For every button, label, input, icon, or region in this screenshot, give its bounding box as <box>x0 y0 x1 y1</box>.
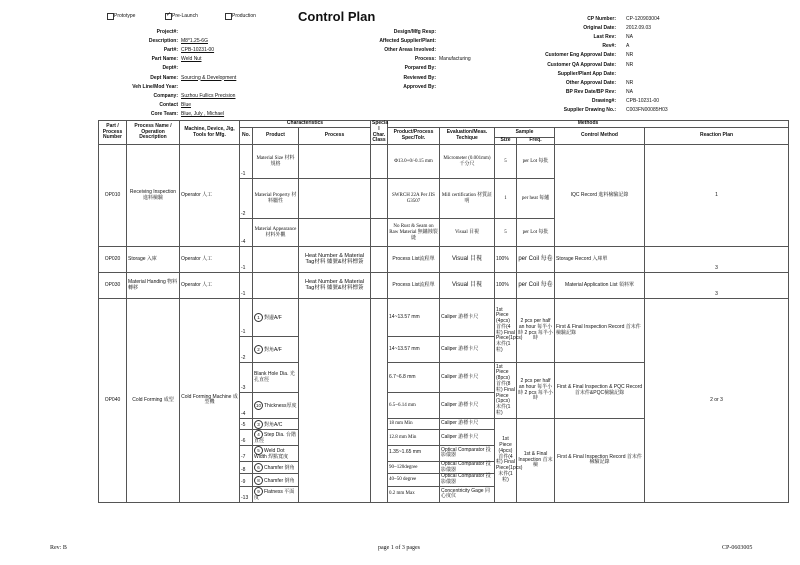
field-value: NR <box>626 79 634 86</box>
evaluation-technique: Caliper 游標卡尺 <box>440 430 495 446</box>
field-label: Drawing#: <box>591 97 616 104</box>
field-value: Sourcing & Development <box>181 74 237 81</box>
char-number: -1 <box>240 299 253 337</box>
char-number: -9 <box>240 474 253 487</box>
balloon-number: 10 <box>255 403 261 409</box>
product-characteristic <box>253 299 299 337</box>
field-label: BP Rev Date/BP Rev: <box>565 88 616 95</box>
char-number: -4 <box>240 393 253 419</box>
field-label: Project#: <box>156 29 178 35</box>
header-sample: Sample <box>495 128 555 138</box>
special-class <box>371 299 388 503</box>
field-value: NA <box>626 34 633 41</box>
spec-tolerance: 12.8 mm Min <box>388 430 440 446</box>
sample-size: 1 <box>495 179 517 219</box>
sample-size-group-2: 1st Piece (8pcs) 首件(8粒) Final Piece (1pcs) 末件(1粒) <box>495 363 517 419</box>
sample-size-group-3: 1st Piece (4pcs) 首件(4粒) Final Piece(1pcs) 末件(1粒) <box>495 419 517 503</box>
op020-name: Storage 入庫 <box>127 247 180 273</box>
op010-number: OP010 <box>99 145 127 247</box>
op010-machine: Operator 人工 <box>180 145 240 247</box>
op040-reaction-plan: 2 or 3 <box>645 299 789 503</box>
table-row <box>99 273 789 299</box>
field-value: Manufacturing <box>439 56 471 63</box>
op030-control-method: Material Application List 領料單 <box>555 273 645 299</box>
op030-number: OP030 <box>99 273 127 299</box>
prelaunch-checkbox[interactable]: ✓ <box>166 12 172 18</box>
control-method-group-3: First & Final Inspection Record 首末件檢驗記錄 <box>555 419 645 503</box>
spec-tolerance: 90~120degree <box>388 461 440 474</box>
evaluation-technique: Mill certification 材質証明 <box>440 179 495 219</box>
spec-tolerance: 6.5~6.14 mm <box>388 393 440 419</box>
spec-tolerance: 0.2 mm Max <box>388 486 440 502</box>
evaluation-technique: Visual 目視 <box>440 219 495 247</box>
char-number: -2 <box>240 337 253 363</box>
sample-freq: per Lot 每批 <box>517 219 555 247</box>
field-value: Weld Nut <box>181 56 202 63</box>
footer-page-number: page 1 of 3 pages <box>378 545 420 551</box>
product-characteristic: Material Size 材料規格 <box>253 145 299 179</box>
field-value: M8*1.25-6G <box>181 38 208 45</box>
field-value: 2012.09.03 <box>626 25 652 32</box>
product-text: Step Dia. 台階直徑 <box>254 432 296 445</box>
char-number: -1 <box>240 145 253 179</box>
evaluation-technique: Caliper 游標卡尺 <box>440 419 495 430</box>
op020-machine: Operator 人工 <box>180 247 240 273</box>
sample-size: 100% <box>495 247 517 273</box>
header-reaction-plan: Reaction Plan <box>645 128 789 145</box>
table-row <box>99 299 789 337</box>
char-number: -5 <box>240 419 253 430</box>
prototype-label: Prototype <box>114 13 136 19</box>
field-label: Original Date: <box>583 25 616 32</box>
process-characteristic <box>299 219 371 247</box>
prelaunch-label: Pre-Launch <box>172 13 198 19</box>
header-special-char: Specia l Char. Class <box>372 120 389 144</box>
spec-tolerance: Process List流程單 <box>388 247 440 273</box>
header-control-method: Control Method <box>555 128 645 145</box>
char-number: -13 <box>240 486 253 502</box>
header-size: Size <box>495 138 517 145</box>
production-label: Production <box>232 13 256 19</box>
field-value: C003FN00085H03 <box>626 107 668 113</box>
control-method-group-1: First & Final Inspection Record 首末件檢驗記錄 <box>555 299 645 363</box>
product-characteristic <box>253 430 299 446</box>
evaluation-technique: Optical Comparator 投影儀器 <box>440 461 495 474</box>
op030-machine: Operator 人工 <box>180 273 240 299</box>
product-characteristic <box>253 393 299 419</box>
product-characteristic <box>253 247 299 273</box>
field-value: Blue, July , Michael <box>181 110 225 117</box>
field-label: Other Approval Date: <box>565 79 616 86</box>
balloon-number: 1 <box>254 313 263 322</box>
field-label: Other Areas Involved: <box>384 47 436 54</box>
field-value: CP-120903004 <box>626 16 660 22</box>
header-no: No. <box>240 128 253 145</box>
sample-size-group-1: 1st Piece (4pcs) 首件(4粒) Final Piece(1pcs) 末件(1粒) <box>495 299 517 363</box>
header-part-number: Part / Process Number <box>99 121 127 145</box>
product-text: 對角A/F <box>264 347 282 354</box>
footer-revision: Rev: B <box>50 545 67 551</box>
product-characteristic <box>253 419 299 430</box>
product-text: Chamfer 倒角 <box>264 477 295 484</box>
header-methods: Methods <box>388 121 789 128</box>
field-label: Last Rev: <box>593 34 616 41</box>
spec-tolerance: 1.35~1.65 mm <box>388 445 440 461</box>
spec-tolerance: Process List流程單 <box>388 273 440 299</box>
product-text: Thickness厚度 <box>264 403 297 410</box>
field-label: Process: <box>414 56 436 63</box>
op040-machine: Cold Forming Machine 成型機 <box>180 299 240 503</box>
product-text: Weld Dot Width 焊點寬度 <box>254 447 289 460</box>
field-label: Approved By: <box>403 83 436 90</box>
process-characteristic: Heat Number & Material Tag材料 爐號&材料標簽 <box>299 273 371 299</box>
field-value: A <box>626 43 630 50</box>
field-label: Customer QA Approval Date: <box>547 61 616 68</box>
sample-freq: per heat 每爐 <box>517 179 555 219</box>
process-characteristic: Heat Number & Material Tag材料 爐號&材料標簽 <box>299 247 371 273</box>
table-row <box>99 145 789 179</box>
product-characteristic <box>253 445 299 461</box>
sample-freq-group-3: 1st & Final Inspection 首末檢 <box>517 419 555 503</box>
control-method-group-2: First & Final Inspection & PQC Record 首末件&PQC檢驗記錄 <box>555 363 645 419</box>
product-text: 對邊A/F <box>264 315 282 322</box>
product-characteristic <box>253 337 299 363</box>
evaluation-technique: Caliper 游標卡尺 <box>440 299 495 337</box>
balloon-number: 4 <box>254 430 263 439</box>
field-label: Customer Eng Approval Date: <box>545 52 616 59</box>
op010-reaction-plan: 1 <box>645 145 789 247</box>
product-characteristic <box>253 273 299 299</box>
field-label: Veh Line/Mod Year: <box>132 83 178 90</box>
char-number: -4 <box>240 219 253 247</box>
field-label: Contact <box>159 101 178 108</box>
product-characteristic <box>253 486 299 502</box>
evaluation-technique: Caliper 游標卡尺 <box>440 363 495 393</box>
sample-freq: per Coil 每卷 <box>517 273 555 299</box>
field-value: NA <box>626 88 633 95</box>
char-number: -1 <box>240 273 253 299</box>
special-class <box>371 273 388 299</box>
field-value: NR <box>626 52 634 59</box>
field-label: Reviewed By: <box>403 74 436 81</box>
header-characteristics: Characteristics <box>240 121 371 128</box>
evaluation-technique: Caliper 游標卡尺 <box>440 393 495 419</box>
prototype-checkbox[interactable] <box>107 13 114 20</box>
spec-tolerance: 14~13.57 mm <box>388 337 440 363</box>
op020-reaction-plan: 3 <box>645 247 789 273</box>
field-label: Dept Name: <box>150 74 178 81</box>
char-number: -2 <box>240 179 253 219</box>
field-value: CPB-10231-00 <box>626 97 660 104</box>
control-plan-table <box>98 120 789 503</box>
evaluation-technique: Caliper 游標卡尺 <box>440 337 495 363</box>
field-label: Part Name: <box>151 56 178 63</box>
header-process-name: Process Name / Operation Description <box>127 121 180 145</box>
sample-size: 5 <box>495 219 517 247</box>
sample-freq-group-2: 2 pcs per half an hour 每半小時 2 pcs 每半小時 <box>517 363 555 419</box>
char-number: -6 <box>240 430 253 446</box>
header-machine: Machine, Device, Jig, Tools for Mfg. <box>180 121 240 145</box>
header-eval: Evaluation/Meas. Techique <box>440 128 495 145</box>
spec-tolerance: SWRCH 22A Per JIS G3507 <box>388 179 440 219</box>
char-number: -7 <box>240 445 253 461</box>
field-value: NR <box>626 61 634 68</box>
spec-tolerance: 6.7~6.8 mm <box>388 363 440 393</box>
header-process: Process <box>299 128 371 145</box>
process-characteristic <box>299 299 371 503</box>
table-row <box>99 247 789 273</box>
product-characteristic <box>253 461 299 474</box>
sample-size: 5 <box>495 145 517 179</box>
product-characteristic <box>253 474 299 487</box>
product-text: Flatness 平面度 <box>254 488 295 501</box>
header-freq: Freq. <box>517 138 555 145</box>
spec-tolerance: 40~50 degree <box>388 474 440 487</box>
spec-tolerance: No Rust & Seam on Raw Material 無鏽蝕裂縫 <box>388 219 440 247</box>
op030-reaction-plan: 3 <box>645 273 789 299</box>
spec-tolerance: Φ13.0+0/-0.15 mm <box>388 145 440 179</box>
field-label: Affected Supplier/Plant: <box>379 38 436 45</box>
balloon-number: 6 <box>254 463 263 472</box>
special-class <box>371 179 388 219</box>
evaluation-technique: Micrometer (0.001mm)千分尺 <box>440 145 495 179</box>
field-label: CP Number: <box>587 16 616 22</box>
evaluation-technique: Visual 目視 <box>440 247 495 273</box>
header-spec: Product/Process Spec/Tolr. <box>388 128 440 145</box>
balloon-number: 9 <box>254 487 263 496</box>
product-text: Chamfer 倒角 <box>264 465 295 472</box>
sample-freq: per Coil 每卷 <box>517 247 555 273</box>
char-number: -8 <box>240 461 253 474</box>
production-checkbox[interactable] <box>225 13 232 20</box>
balloon-number: 8 <box>254 476 263 485</box>
special-class <box>371 145 388 179</box>
field-label: Core Team: <box>150 110 178 117</box>
footer-document-number: CP-0603005 <box>722 545 753 551</box>
char-number: -3 <box>240 363 253 393</box>
op020-control-method: Storage Record 入庫單 <box>555 247 645 273</box>
field-label: Company: <box>153 92 178 99</box>
field-label: Design/Mfg Resp: <box>393 29 436 35</box>
process-characteristic <box>299 145 371 179</box>
op010-control-method: IQC Record 進料檢驗記錄 <box>555 145 645 247</box>
field-label: Supplier Drawing No.: <box>563 107 616 113</box>
product-characteristic: Material Property 材料屬性 <box>253 179 299 219</box>
op040-name: Cold Forming 成型 <box>127 299 180 503</box>
op040-number: OP040 <box>99 299 127 503</box>
product-characteristic: Blank Hole Dia. 光孔直徑 <box>253 363 299 393</box>
balloon-number: 3 <box>254 420 263 429</box>
op010-name: Receiving Inspection 進料檢驗 <box>127 145 180 247</box>
field-label: Porpared By: <box>404 65 436 72</box>
op030-name: Material Handing 物料轉移 <box>127 273 180 299</box>
sample-size: 100% <box>495 273 517 299</box>
sample-freq: per Lot 每批 <box>517 145 555 179</box>
spec-tolerance: 18 mm Min <box>388 419 440 430</box>
field-value: Suzhou Fullics Precision <box>181 92 236 99</box>
header-product: Product <box>253 128 299 145</box>
evaluation-technique: Optical Comparator 投影儀器 <box>440 445 495 461</box>
field-label: Part#: <box>163 47 178 54</box>
field-label: Description: <box>148 38 178 45</box>
field-label: Dept#: <box>162 65 178 72</box>
balloon-number: 2 <box>254 345 263 354</box>
special-class <box>371 219 388 247</box>
field-label: Rev#: <box>602 43 616 50</box>
process-characteristic <box>299 179 371 219</box>
evaluation-technique: Concentricity Gage 同心度仪 <box>440 486 495 502</box>
document-title: Control Plan <box>298 9 376 24</box>
sample-freq-group-1: 2 pcs per half an hour 每半小時 2 pcs 每半小時 <box>517 299 555 363</box>
op020-number: OP020 <box>99 247 127 273</box>
spec-tolerance: 14~13.57 mm <box>388 299 440 337</box>
evaluation-technique: Optical Comparator 投影儀器 <box>440 474 495 487</box>
char-number: -1 <box>240 247 253 273</box>
field-value: CPB-10231-00 <box>181 47 215 54</box>
field-label: Supplier/Plant App Date: <box>557 70 616 77</box>
field-value: Blue <box>181 101 192 108</box>
balloon-number: 5 <box>254 446 263 455</box>
evaluation-technique: Visual 目視 <box>440 273 495 299</box>
special-class <box>371 247 388 273</box>
product-characteristic: Material Appearance 材料外觀 <box>253 219 299 247</box>
product-text: 對角A/C <box>264 421 283 428</box>
